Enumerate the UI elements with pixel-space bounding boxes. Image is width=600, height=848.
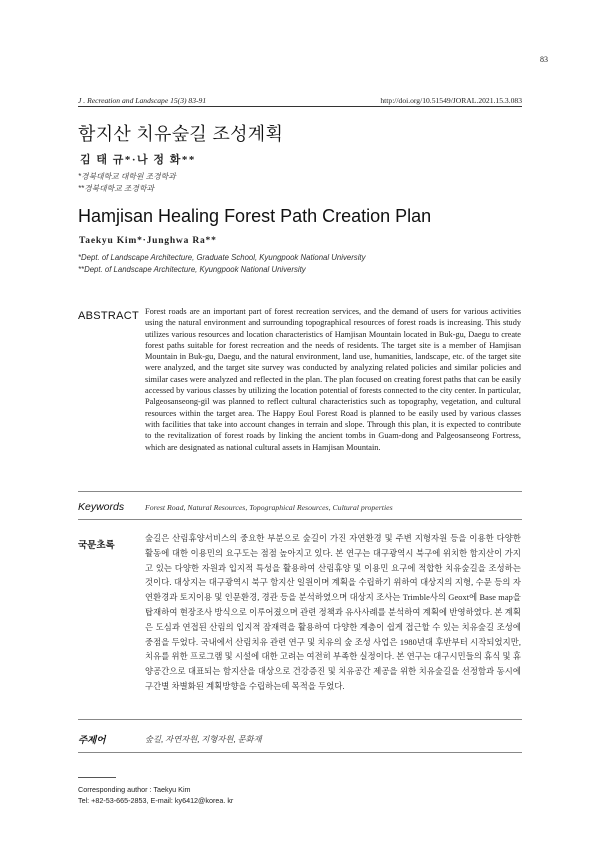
doi-link[interactable]: http://doi.org/10.51549/JORAL.2021.15.3.083 xyxy=(380,96,522,105)
keywords-text: Forest Road, Natural Resources, Topographical Resources, Cultural properties xyxy=(145,503,393,512)
korean-abstract-label: 국문초록 xyxy=(78,540,115,551)
korean-title: 함지산 치유숲길 조성계획 xyxy=(78,124,284,144)
corresponding-author: Corresponding author : Taekyu Kim xyxy=(78,785,191,794)
footnote-rule xyxy=(78,777,116,778)
korean-abstract-divider xyxy=(78,719,522,720)
korean-abstract-body: 숲길은 산림휴양서비스의 중요한 부분으로 숲길이 가진 자연환경 및 주변 지형자원 등을 이용한 다양한 활동에 대한 이용민의 요구도는 점점 높아지고 있다. 본 연구는 대구광역시 북구에 위치한 함지산이 가지고 있는 다양한 자원과 입지적 특성을 활용하여 산림휴양 및 이용민 요구에 적합한 치유숲길을 조성하는 것이다. 대상지는 대구광역시 북구 함지산 일원이며 계획을 수립하기 위하여 대상지의 지형, 수문 등의 자연환경과 토지이용 및 인문환경, 경관 등을 분석하였으며 대상지 조사는 Trimble사의 Geoxt에 Base map을 탑재하여 현장조사 방식으로 이루어졌으며 관련 정책과 유사사례를 분석하여 계획에 반영하였다. 본 계획은 도심과 연접된 산림의 입지적 잠재력을 활용하여 다양한 계층이 쉽게 접근할 수 있는 치유숲길 조성에 중점을 두었다. 국내에서 산림치유 관련 연구 및 치유의 숲 조성 사업은 1980년대 후반부터 시작되었지만, 치유를 위한 프로그램 및 시설에 대한 고려는 여전히 부족한 실정이다. 본 연구는 대구시민들의 휴식 및 휴양공간으로 대표되는 함지산을 대상으로 건강증진 및 치유공간 제공을 위한 치유숲길을 선정함과 동시에 구간별 차별화된 계획방향을 수립하는데 목적을 두었다. xyxy=(145,534,521,691)
english-affiliation-2: **Dept. of Landscape Architecture, Kyungpook National University xyxy=(78,265,306,274)
abstract-divider xyxy=(78,491,522,492)
journal-citation: J . Recreation and Landscape 15(3) 83-91 xyxy=(78,96,207,105)
korean-affiliation-1: *경북대학교 대학원 조경학과 xyxy=(78,172,176,181)
korean-keywords-text: 숲길, 자연자원, 지형자원, 문화재 xyxy=(145,735,262,744)
korean-authors: 김 태 규*·나 정 화** xyxy=(80,154,196,166)
abstract-label: ABSTRACT xyxy=(78,310,140,322)
korean-keywords-divider xyxy=(78,752,522,753)
english-title: Hamjisan Healing Forest Path Creation Plan xyxy=(78,206,432,226)
english-affiliation-1: *Dept. of Landscape Architecture, Graduate School, Kyungpook National University xyxy=(78,253,366,262)
abstract-body: Forest roads are an important part of forest recreation services, and the demand of users for various activities using the natural environment and surrounding topographical resources of forest roads is increasing. This study utilizes various resources and location characteristics of Hamjisan Mountain located in Buk-gu, Daegu to create forest paths suitable for forest recreation and the needs of residents. The target site is a member of Hamjisan Mountain in Buk-gu, Daegu, and the natural environment, land use, humanities, landscape, etc. of the target site were analyzed, and the target site survey was conducted by analyzing related policies and similar policies and similar cases were analyzed and reflected in the plan. The plan focused on creating forest paths that can be easily accessed by various classes by utilizing the location potential of forests connected to the city center. In particular, Palgeosanseong-gil was planned to reflect cultural characteristics such as topography, vegetation, and cultural resources within the target area. The Happy Eoul Forest Road is planned to be easily used by various classes with facilities that take into account changes in terrain and slope. Through this plan, it is expected to contribute to the revitalization of forest roads by linking the ancient tombs in Guam-dong and Palgeosanseong Fortress, which are designated as national cultural assets in Hamjisan Mountain. xyxy=(145,307,521,452)
header-rule xyxy=(78,106,522,107)
page-number: 83 xyxy=(540,55,548,64)
keywords-divider xyxy=(78,519,522,520)
english-authors: Taekyu Kim*·Junghwa Ra** xyxy=(79,236,217,246)
korean-affiliation-2: **경북대학교 조경학과 xyxy=(78,184,155,193)
keywords-label: Keywords xyxy=(78,501,125,513)
korean-keywords-label: 주제어 xyxy=(78,735,106,746)
author-contact: Tel: +82-53-665-2853, E-mail: ky6412@korea. kr xyxy=(78,796,234,805)
